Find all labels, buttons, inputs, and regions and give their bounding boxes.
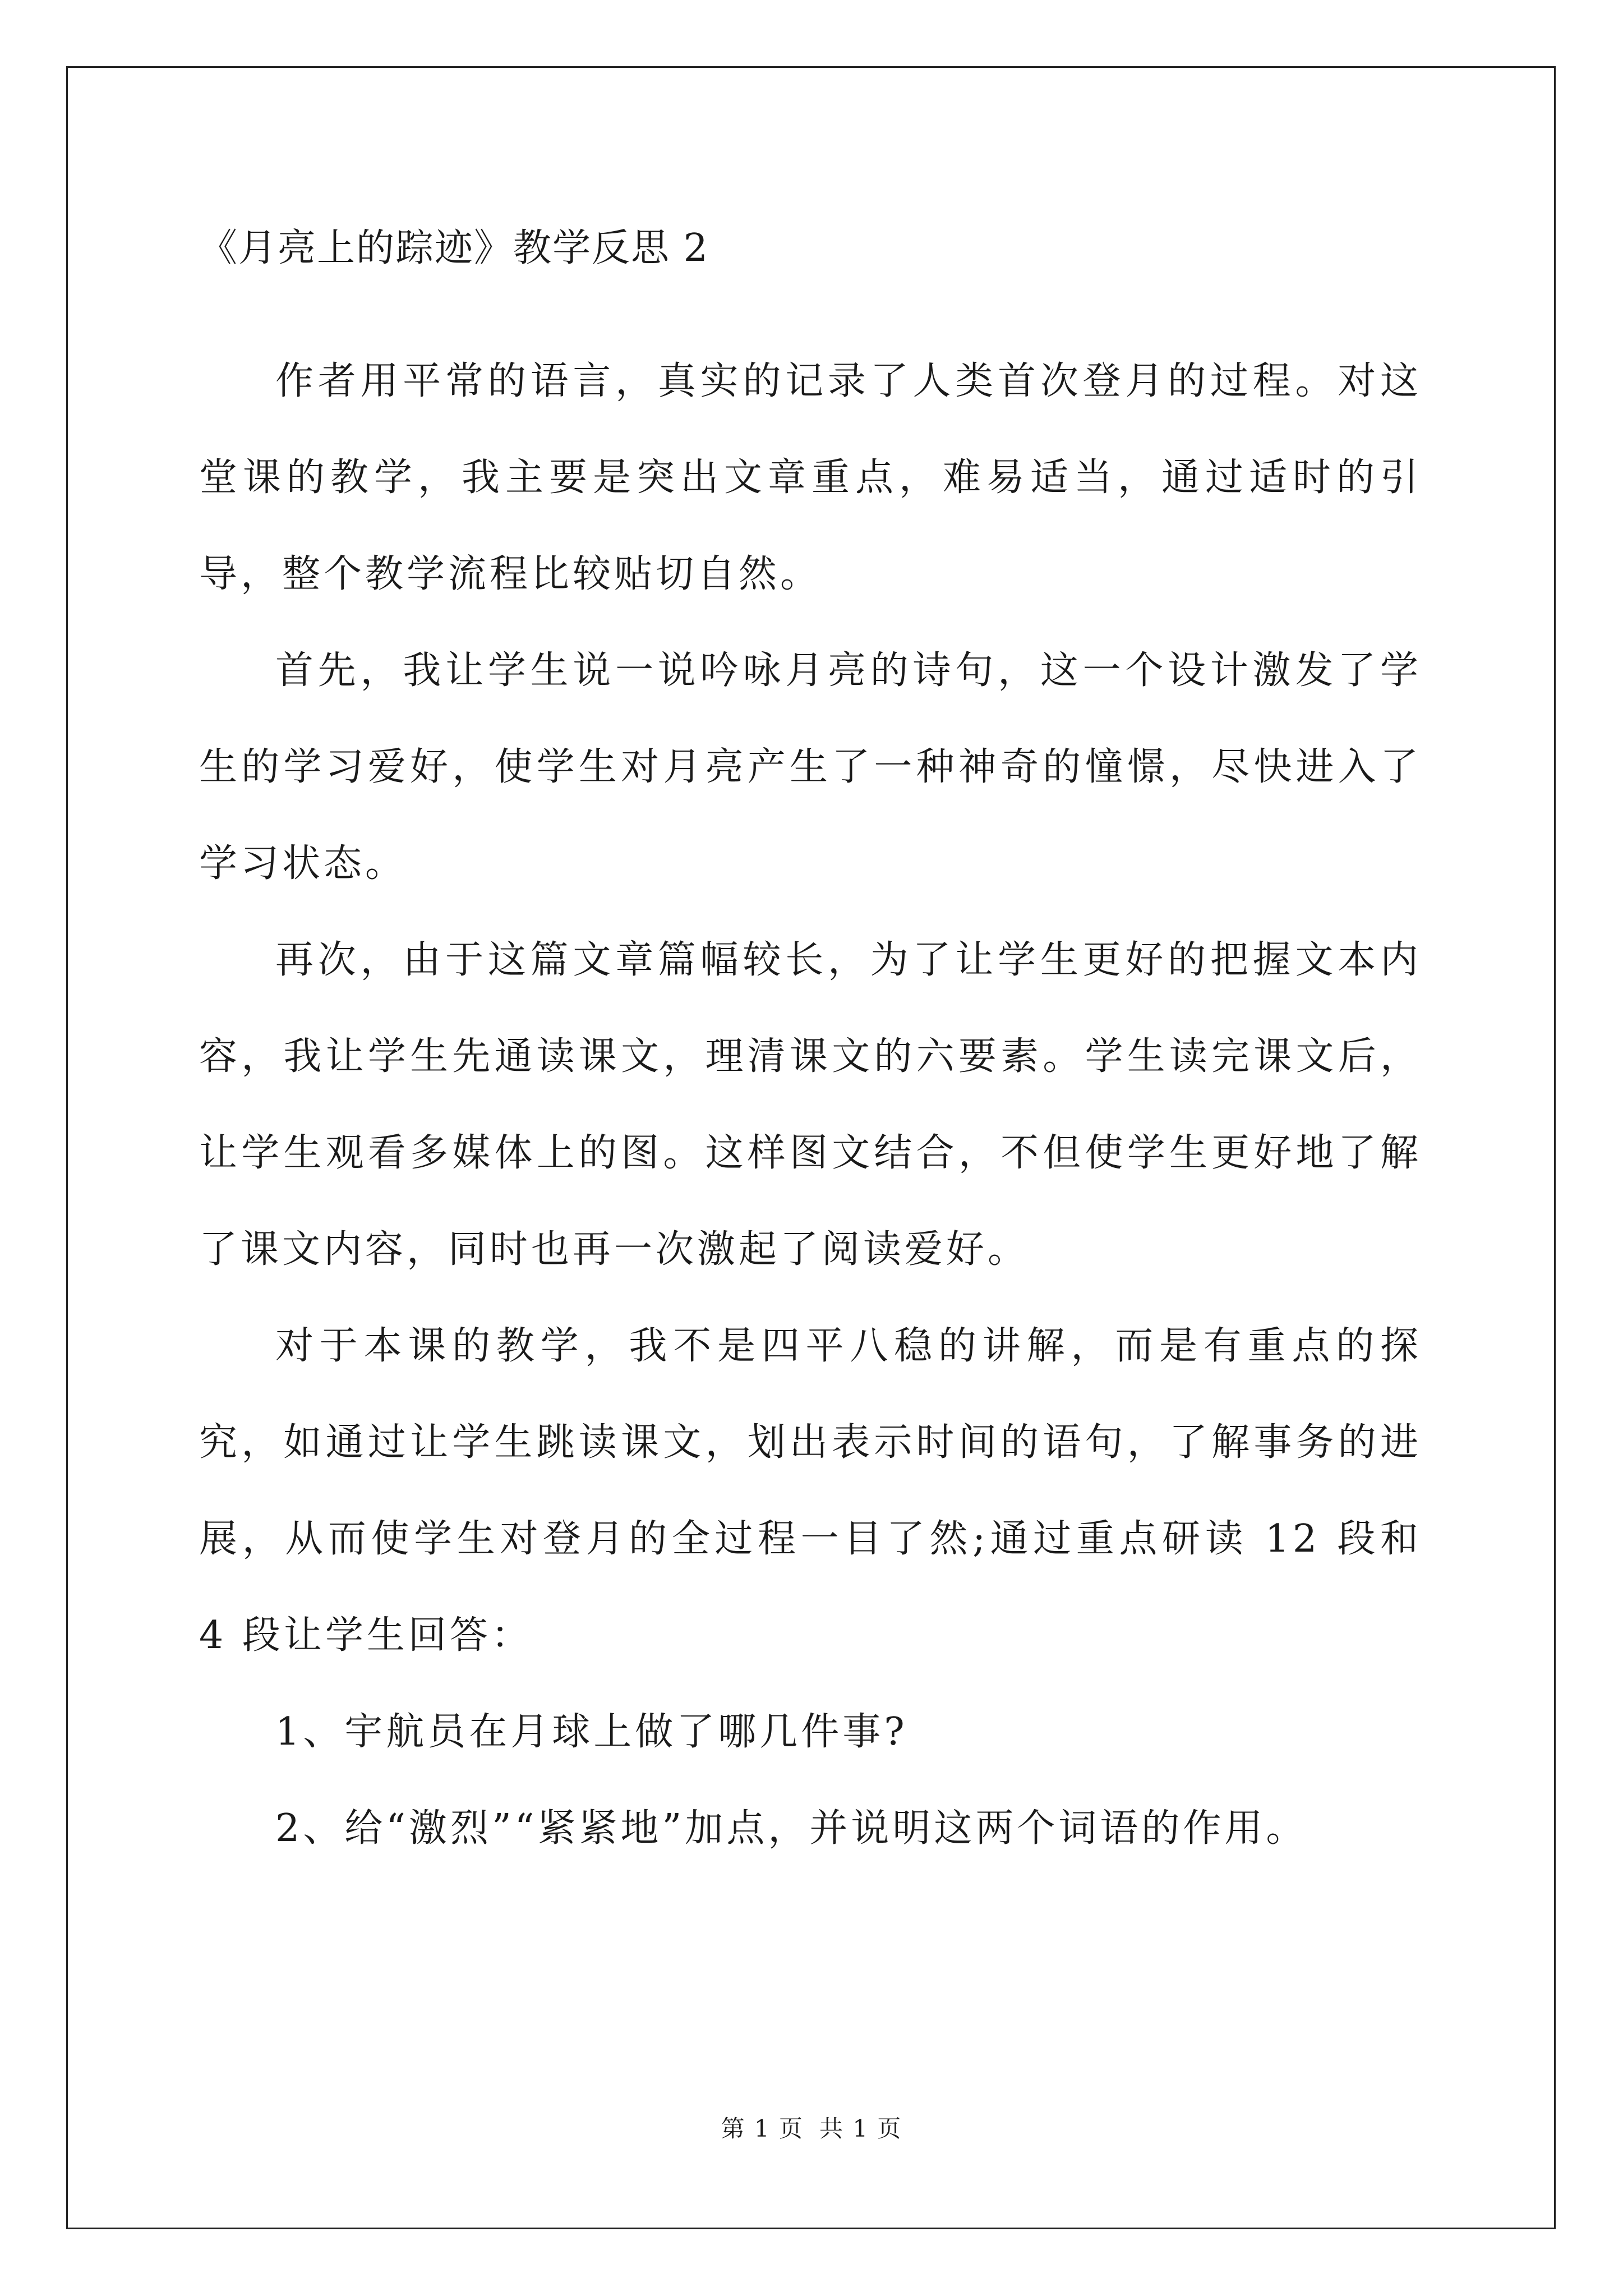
page-footer xyxy=(0,2112,1623,2146)
paragraph-3: 再次，由于这篇文章篇幅较长，为了让学生更好的把握文本内容，我让学生先通读课文，理清课文的六要素。学生读完课文后，让学生观看多媒体上的图。这样图文结合，不但使学生更好地了解了课文内容，同时也再一次激起了阅读爱好。 xyxy=(199,938,1422,1272)
paragraph-1: 作者用平常的语言，真实的记录了人类首次登月的过程。对这堂课的教学，我主要是突出文章重点，难易适当，通过适时的引导，整个教学流程比较贴切自然。 xyxy=(199,359,1422,596)
document-body xyxy=(199,219,1422,1877)
paragraph-2: 首先，我让学生说一说吟咏月亮的诗句，这一个设计激发了学生的学习爱好，使学生对月亮产生了一种神奇的憧憬，尽快进入了学习状态。 xyxy=(199,648,1422,886)
question-2: 2、给“激烈”“紧紧地”加点，并说明这两个词语的作用。 xyxy=(275,1806,1308,1851)
page-number: 第 1 页 xyxy=(721,2115,804,2142)
page-total: 共 1 页 xyxy=(819,2115,902,2142)
question-1: 1、宇航员在月球上做了哪几件事? xyxy=(275,1710,908,1754)
document-title: 《月亮上的踪迹》教学反思 2 xyxy=(199,226,709,270)
paragraph-4: 对于本课的教学，我不是四平八稳的讲解，而是有重点的探究，如通过让学生跳读课文，划出表示时间的语句，了解事务的进展，从而使学生对登月的全过程一目了然;通过重点研读 12 段和 4 段让学生回答： xyxy=(199,1324,1422,1658)
